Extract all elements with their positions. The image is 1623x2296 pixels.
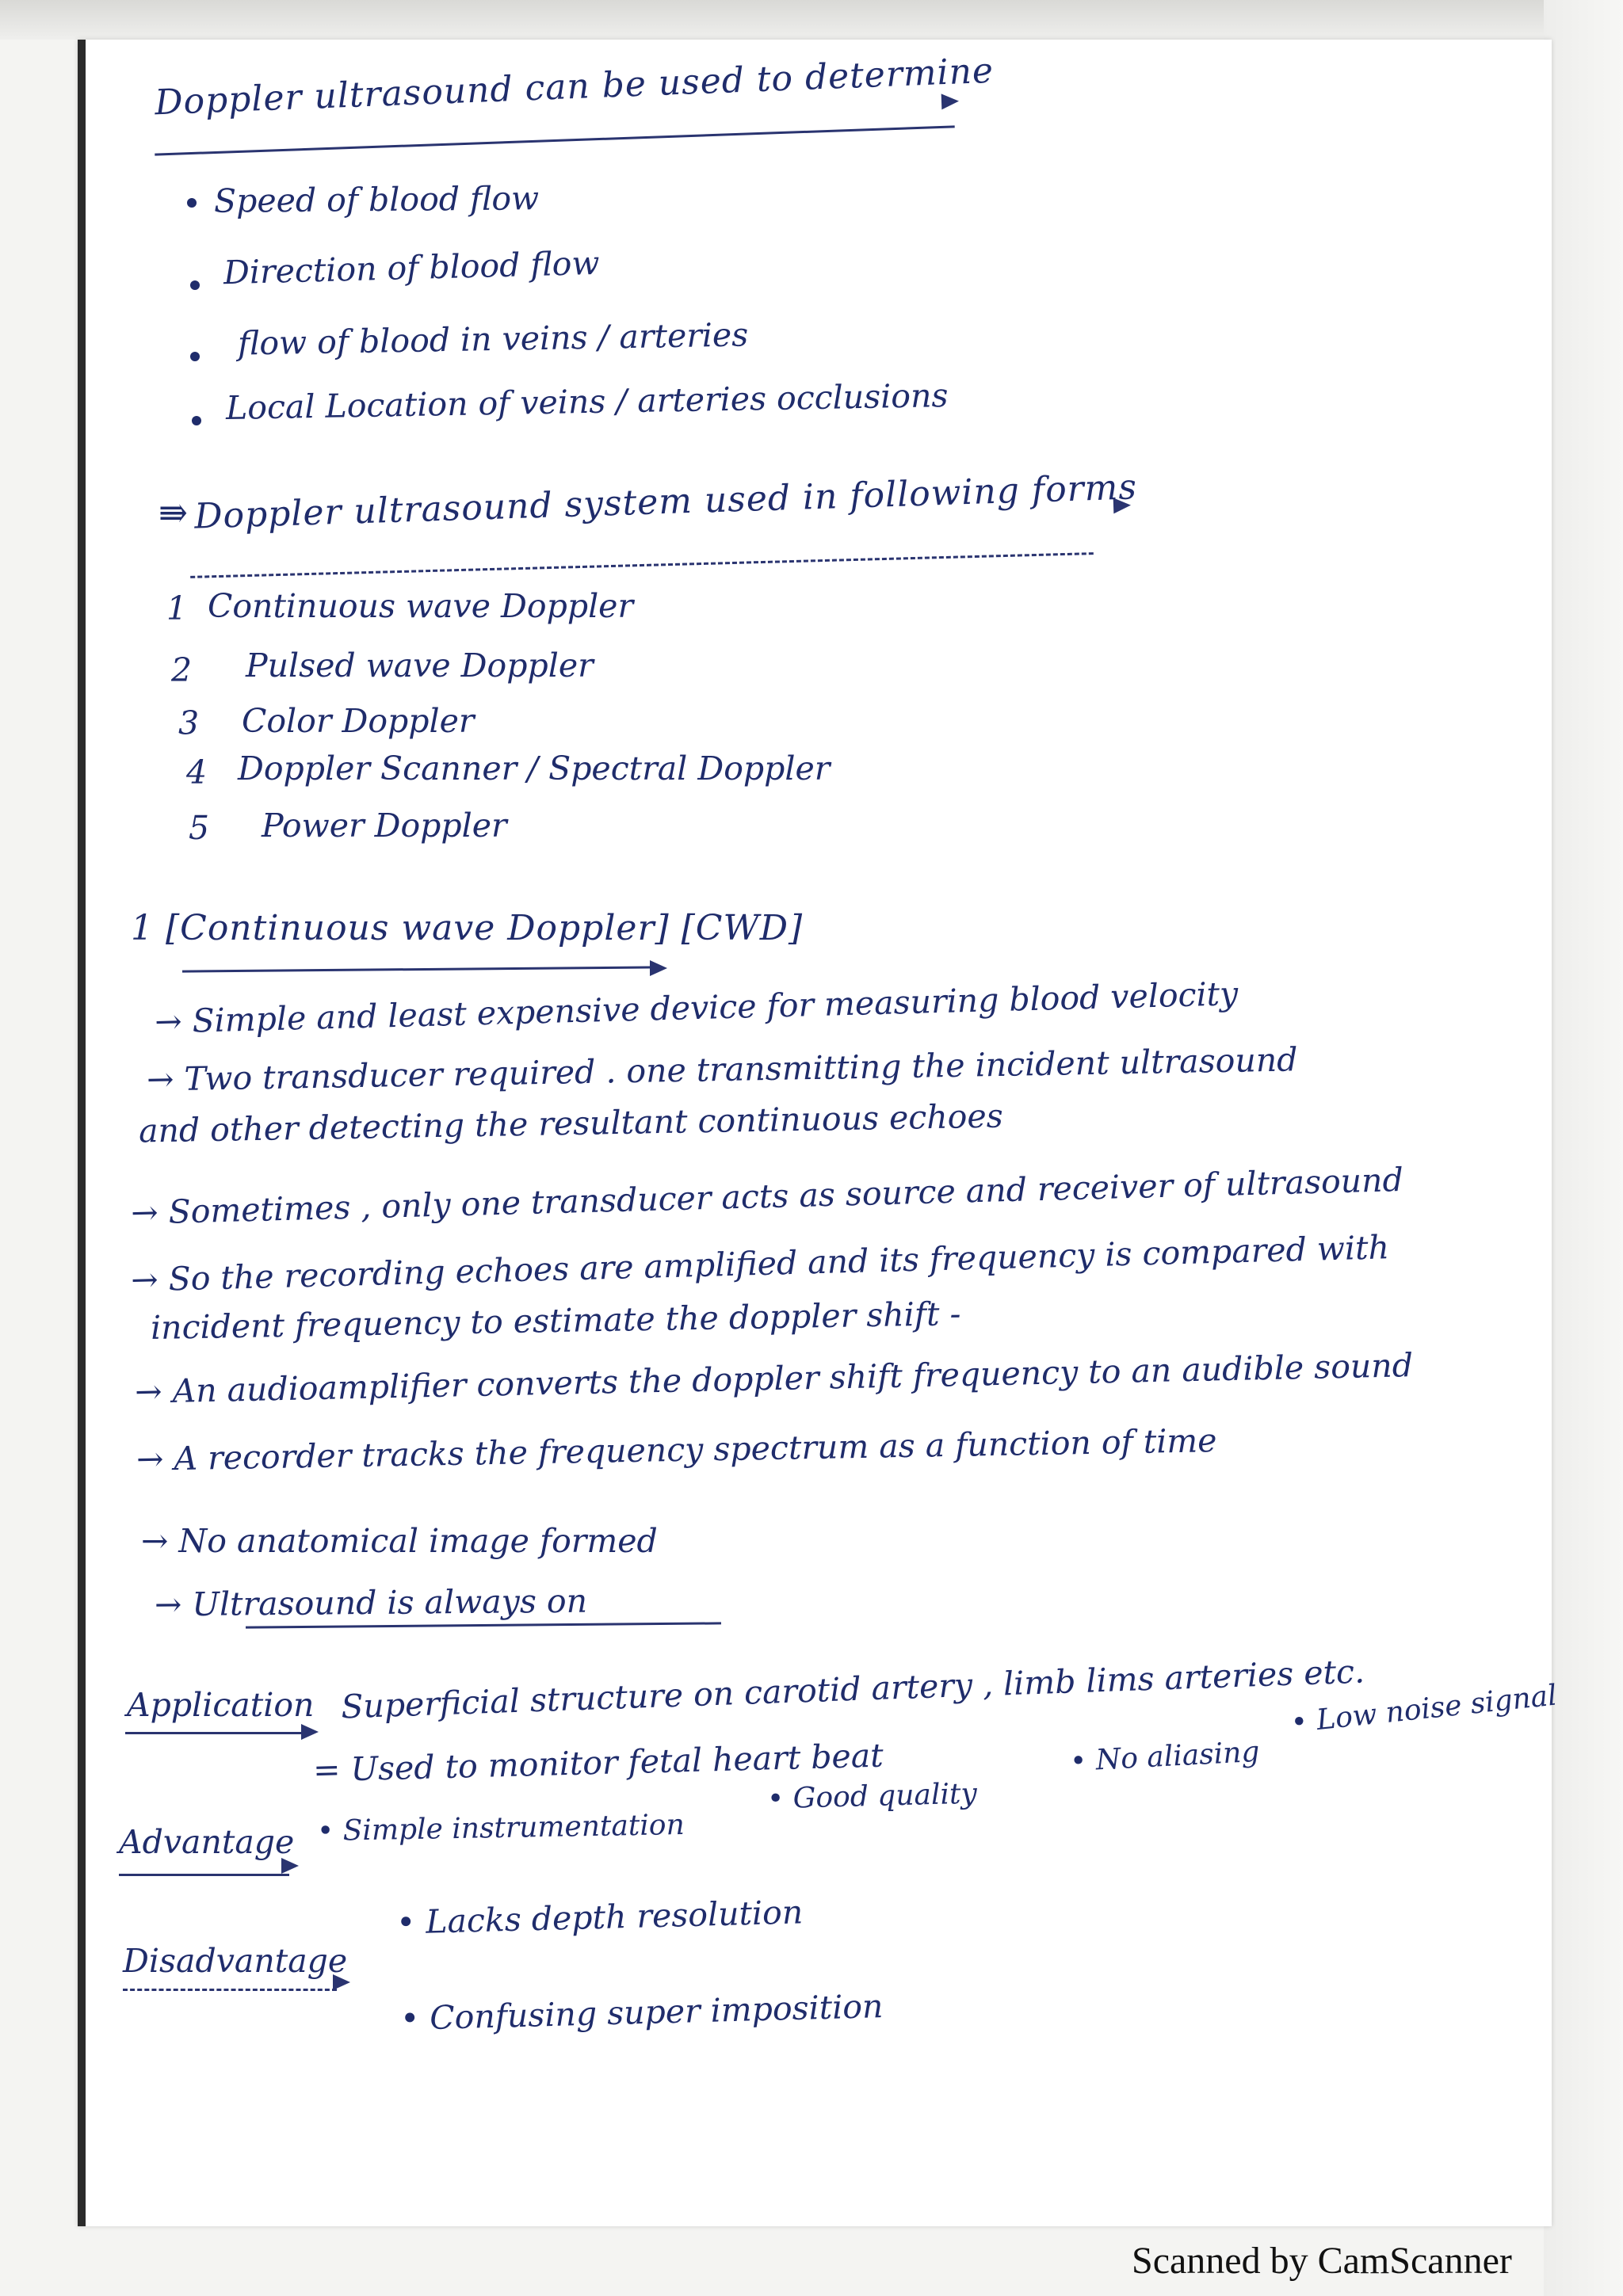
form-number: 3: [178, 704, 200, 742]
form-item: Pulsed wave Doppler: [246, 646, 594, 685]
application-label: Application: [127, 1686, 315, 1724]
arrow-right-icon: [1113, 498, 1132, 514]
advantage-item: • No aliasing: [1069, 1735, 1261, 1779]
cwd-point: → Two transducer required . one transmitting the incident ultrasound: [146, 1040, 1298, 1099]
forms-heading: Doppler ultrasound system used in following forms: [193, 467, 1138, 537]
cwd-point: → A recorder tracks the frequency spectrum as a function of time: [136, 1421, 1217, 1478]
cwd-point: incident frequency to estimate the doppler shift -: [150, 1295, 961, 1347]
scan-edge-top: [0, 0, 1623, 40]
cwd-point: → So the recording echoes are amplified and its frequency is compared with: [130, 1228, 1390, 1299]
advantage-item: • Low noise signal: [1289, 1679, 1559, 1740]
page-heading: Doppler ultrasound can be used to determine: [154, 50, 995, 124]
scanner-watermark: Scanned by CamScanner: [1132, 2240, 1512, 2282]
advantage-label: Advantage: [119, 1823, 295, 1861]
form-number: 1: [166, 589, 188, 627]
advantage-item: • Good quality: [766, 1777, 978, 1816]
disadvantage-item: • Confusing super imposition: [399, 1987, 884, 2038]
application-text: Superficial structure on carotid artery , limb lims arteries etc.: [340, 1652, 1365, 1726]
use-item: Direction of blood flow: [223, 243, 601, 292]
arrow-right-icon: [301, 1724, 319, 1740]
use-item: flow of blood in veins / arteries: [237, 315, 749, 363]
disadvantage-label: Disadvantage: [123, 1942, 348, 1980]
advantage-underline: [119, 1874, 289, 1876]
cwd-point: → Simple and least expensive device for measuring blood velocity: [154, 974, 1239, 1041]
bullet-icon: [187, 198, 197, 208]
arrow-right-icon: [941, 93, 960, 110]
cwd-point: → No anatomical image formed: [141, 1522, 658, 1560]
scan-edge-right: [1544, 0, 1623, 2296]
application-text: = Used to monitor fetal heart beat: [312, 1736, 884, 1790]
bullet-icon: [190, 352, 200, 361]
disadvantage-item: • Lacks depth resolution: [395, 1893, 804, 1942]
cwd-heading: 1 [Continuous wave Doppler] [CWD]: [131, 908, 804, 948]
cwd-point: → Sometimes , only one transducer acts as source and receiver of ultrasound: [130, 1160, 1404, 1233]
use-item: Local Location of veins / arteries occlusions: [225, 376, 949, 427]
arrow-right-icon: [333, 1974, 350, 1990]
bullet-icon: [190, 280, 200, 290]
form-item: Color Doppler: [242, 702, 475, 740]
form-item: Power Doppler: [262, 807, 507, 845]
application-underline: [125, 1732, 309, 1734]
use-item: Speed of blood flow: [213, 179, 540, 220]
cwd-point: and other detecting the resultant continuous echoes: [138, 1097, 1004, 1150]
bullet-icon: [192, 416, 201, 425]
forms-arrow-icon: ⇛: [158, 493, 189, 533]
cwd-point: → An audioamplifier converts the doppler shift frequency to an audible sound: [134, 1346, 1414, 1411]
form-item: Doppler Scanner / Spectral Doppler: [238, 749, 831, 788]
cwd-point: → Ultrasound is always on: [154, 1581, 588, 1624]
advantage-item: • Simple instrumentation: [316, 1808, 685, 1848]
form-number: 5: [189, 809, 210, 847]
arrow-right-icon: [281, 1858, 299, 1874]
form-number: 2: [171, 651, 193, 689]
disadvantage-underline: [123, 1989, 337, 1991]
arrow-right-icon: [650, 960, 667, 976]
form-number: 4: [186, 753, 208, 791]
form-item: Continuous wave Doppler: [208, 587, 634, 625]
